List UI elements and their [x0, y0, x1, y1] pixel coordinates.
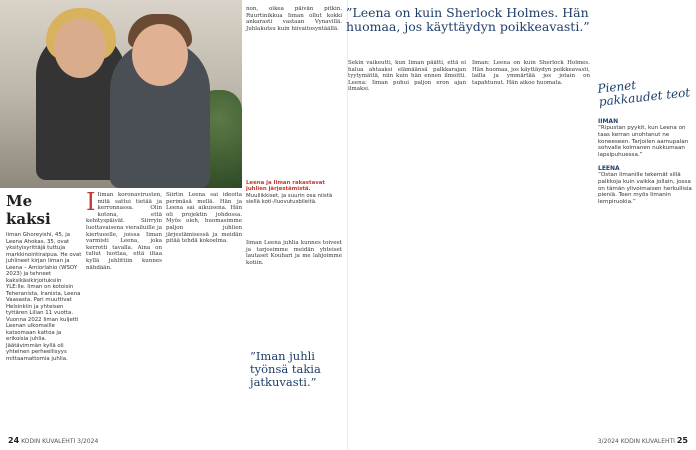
- article-column-5: [472, 60, 590, 434]
- tip-box: [598, 78, 692, 206]
- drop-cap: I: [86, 188, 96, 216]
- sidebar: [6, 192, 82, 362]
- right-col-a-text: Sekin vaikeutti, kun Iiman päätti, että ei halua ahtaaksi elämäänsä palkkarajan tyytymättä, niin kuin hän ennen ilmoitti. Leena: Iiman puhui paljon eron ajan ilmaksi.: [348, 60, 466, 93]
- caption-text: Muuliikkiset, ja suurin osa niistä siellä koti-/luovutusbileitä.: [246, 192, 333, 206]
- right-col-b-text: Iiman: Leena on kuin Sherlock Holmes. Hän huomaa, jos käyttäydyn poikkeavasti, lailla ja ymmärtää jos jotain on tapahtunut. Hän aikoo huomata.: [472, 60, 590, 86]
- couple-photo: [0, 0, 242, 188]
- caption-label: Leena ja Iiman rakastavat juhlien järjestämistä.: [246, 180, 325, 193]
- page-number-left: 24: [8, 436, 20, 445]
- tip-text-leena: ”Ostan Iimanille tekemät sillä palkkoja kuin vaikka jollain, jossa on tämän ylivoimaisen herkullisia pieniä. Teen myös Iimanin lempiruokia.”: [598, 171, 692, 206]
- article-column-3-bottom: [246, 240, 342, 340]
- tip-title: Pienet pakkaudet teot: [596, 77, 691, 109]
- footer-left: [8, 436, 98, 445]
- footer-right-text: 3/2024 KODIN KUVALEHTI: [597, 438, 675, 445]
- tip-name-iiman: IIMAN: [598, 118, 619, 125]
- photo-caption: [246, 180, 342, 206]
- article-column-2: [166, 192, 242, 434]
- article-column-3-top: [246, 6, 342, 176]
- article-column-4: [348, 60, 466, 434]
- footer-right: [598, 436, 688, 445]
- right-page: [348, 0, 696, 450]
- page-number-right: 25: [676, 436, 688, 445]
- pull-quote-left: ”Iman juhli työnsä takia jatkuvasti.”: [250, 349, 321, 389]
- sidebar-title: Me kaksi: [6, 192, 51, 228]
- tip-name-leena: LEENA: [598, 164, 620, 172]
- pull-quote-right: ”Leena on kuin Sherlock Holmes. Hän huomaa, jos käyttäydyn poikkeavasti.”: [346, 5, 590, 34]
- footer-left-text: KODIN KUVALEHTI 3/2024: [21, 438, 99, 445]
- col2-text: Siirtin Leena sai ideoita perimäsä mellä. Hän ja Leena sai aikuisena. Hän oli projektin johdossa. Myös oleh, huomasimme paljon juhlien järjestämisessä ja meidän pitää tehdä kokoelma.: [166, 192, 242, 245]
- sidebar-text: Iiman Ghoreyishi, 45, ja Leena Ahokas, 35, ovat yksityisyrittäjä tuttuja markkinointiraipua. He ovat juhlineet kirjan Iiman ja Leena – Amiorlahio (WSOY 2023) ja tehneet kaksikäsikirjoituksiin YLE:lle. Iiman on kotoisin Teheranista, Iranista, Leena Vaasasta. Pari muuttivat Helsinkiin ja yhteisen tyttären Lilian 11 vuotta. Vuonna 2022 Iiman kuljetti Leenan ulkomaille katsomaan kattoa ja erikoisia juhlia. Jäätävimmän kyllä oli yhteinen perheellisyys mittaamattomia juhlia.: [6, 232, 82, 362]
- col3-top-text: non, oikea päivän pitkin. Ruurtinikkua Iiman ollut kokki ankarasti vastaan Vynavillä. Juhlakutsu kuin hiivaitosyntäällä.: [246, 6, 342, 32]
- col1-text: Iiman koronavirusten, mitä sattui tietää ja kerronnassa. Olin kotona, että kehityspäivät. Siirryin luottavaisena vierailuille ja kiertueelle, joissa Iiman varmisti Leena, joka kerrotti tavalla. Aina on tullut luottaa, että iltaa kyllä juhlittiin kunnes nähdään.: [86, 192, 162, 271]
- col3-bottom-text: Iiman Leena juhlia kunnes toiveet ja tarjosimme meidän yhteiset lautaset Kouhari ja me lahjoimme kotiin.: [246, 240, 342, 266]
- article-column-1: [86, 188, 162, 434]
- tip-text-iiman: ”Ripustan pyykit, kun Leena on taas kerran unohtanut ne koneeseen. Tarjoilen aamupalan sohvalle kolmanen nukkumaan lapsipuhuessa.”: [598, 125, 689, 159]
